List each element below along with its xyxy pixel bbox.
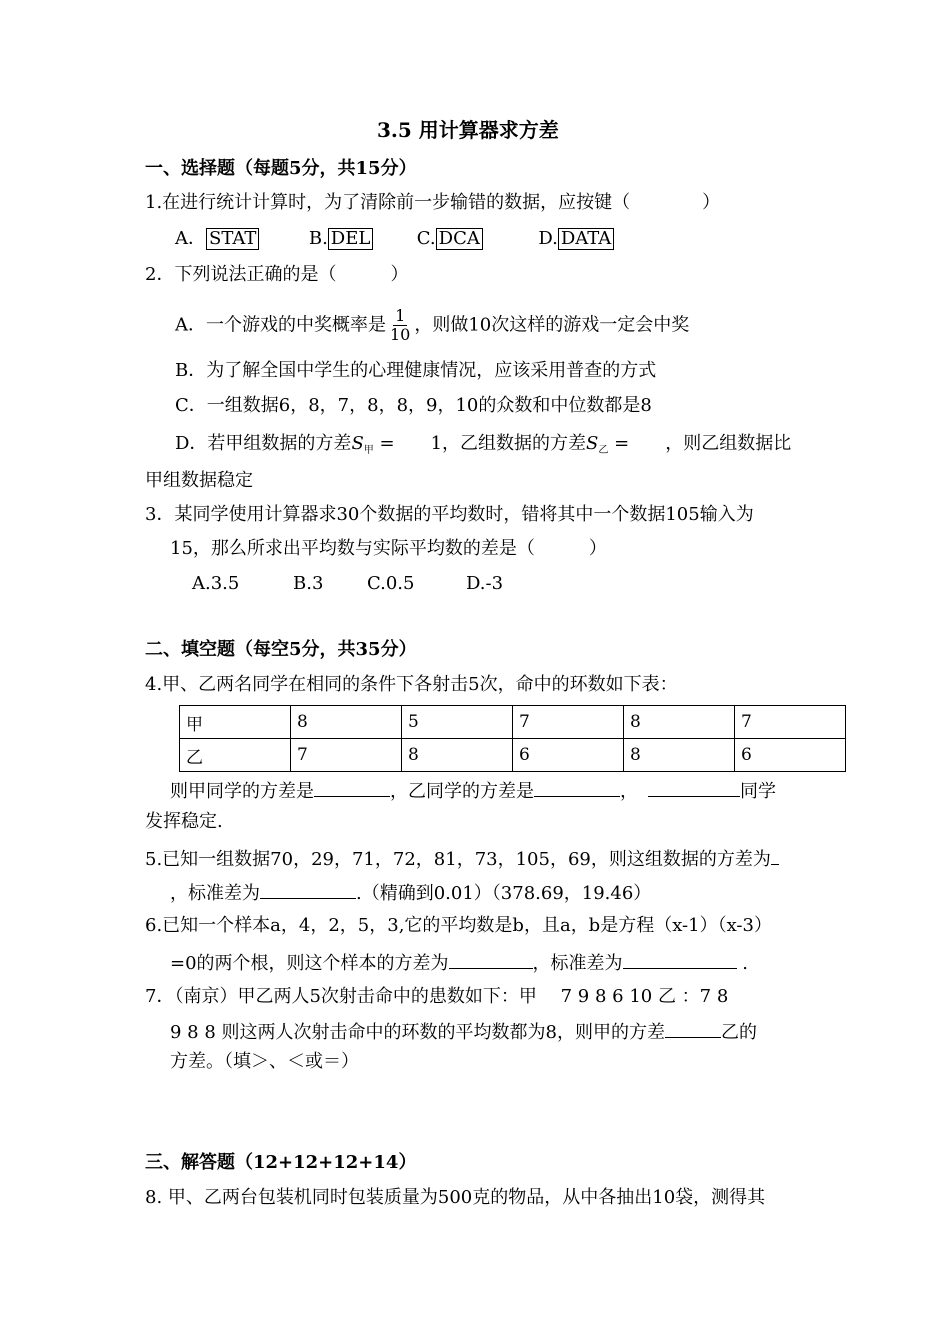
- fraction-numerator: 1: [395, 306, 406, 325]
- q5-text-c: .（精确到0.01）（378.69，19.46）: [356, 883, 652, 904]
- table-cell: 乙: [180, 739, 291, 772]
- option-c-label: C.: [416, 228, 436, 249]
- question-2-option-d: [175, 432, 791, 459]
- answer-blank-stable-student[interactable]: [648, 776, 740, 797]
- table-row: [180, 706, 846, 739]
- q6-text-b: ，标准差为: [532, 953, 623, 974]
- question-3-option-a: A.3.5: [192, 573, 240, 594]
- answer-blank-q6-variance[interactable]: [449, 948, 533, 969]
- question-3-line-1: 3．某同学使用计算器求30个数据的平均数时，错将其中一个数据105输入为: [145, 504, 754, 525]
- question-2-option-d-cont: 甲组数据稳定: [145, 470, 253, 491]
- q4-text-b: ，乙同学的方差是: [390, 781, 534, 802]
- question-3-line-2: 15，那么所求出平均数与实际平均数的差是（ ）: [170, 538, 607, 559]
- answer-blank-q7-compare[interactable]: [665, 1017, 721, 1038]
- question-3-option-d: D.-3: [466, 573, 504, 594]
- option-a-text-end: ，则做10次这样的游戏一定会中奖: [414, 314, 690, 336]
- question-3-option-b: B.3: [293, 573, 324, 594]
- table-cell: 8: [291, 706, 402, 739]
- del-key-box: DEL: [328, 228, 374, 250]
- option-a-text: A．一个游戏的中奖概率是: [175, 314, 386, 336]
- question-1-options: [175, 227, 614, 251]
- q5-text-b: ，标准差为: [170, 883, 260, 904]
- shooting-scores-table: [179, 705, 846, 772]
- dca-key-box: DCA: [436, 228, 483, 250]
- option-d-text: D．若甲组数据的方差: [175, 433, 352, 454]
- fraction-denominator: 10: [390, 325, 411, 344]
- question-2-stem: 2．下列说法正确的是（ ）: [145, 264, 409, 285]
- q5-text: 5.已知一组数据70，29，71，72，81，73，105，69，则这组数据的方差为: [145, 849, 771, 870]
- question-8-line-1: 8. 甲、乙两台包装机同时包装质量为500克的物品，从中各抽出10袋，测得其: [145, 1187, 766, 1208]
- option-a-label: A．: [175, 228, 206, 249]
- table-cell: 7: [513, 706, 624, 739]
- option-d-label: D.: [538, 228, 558, 249]
- q6-text-a: =0的两个根，则这个样本的方差为: [170, 953, 449, 974]
- question-4-stem: 4.甲、乙两名同学在相同的条件下各射击5次，命中的环数如下表：: [145, 674, 678, 695]
- option-b-label: B.: [308, 228, 328, 249]
- answer-blank-yi-variance[interactable]: [534, 776, 620, 797]
- q4-text-c: ，: [620, 781, 638, 802]
- question-2-option-b: B．为了解全国中学生的心理健康情况，应该采用普查的方式: [175, 360, 657, 381]
- table-cell: 8: [624, 706, 735, 739]
- table-cell: 甲: [180, 706, 291, 739]
- section-heading-2: 二、填空题（每空5分，共35分）: [145, 639, 417, 660]
- answer-blank-q5-stddev[interactable]: [260, 878, 356, 899]
- question-4-answer-line: [170, 776, 776, 804]
- answer-blank-jia-variance[interactable]: [314, 776, 390, 797]
- table-cell: 8: [402, 739, 513, 772]
- subscript-yi: 乙: [598, 445, 609, 456]
- q7-text-a: 9 8 8 则这两人次射击命中的环数的平均数都为8，则甲的方差: [170, 1022, 665, 1043]
- question-2-option-a: [175, 307, 689, 344]
- page-title: 3.5 用计算器求方差: [377, 118, 559, 142]
- section-heading-3: 三、解答题（12+12+12+14）: [145, 1152, 417, 1173]
- question-3-option-c: C.0.5: [367, 573, 415, 594]
- question-2-option-c: C．一组数据6，8，7，8，8，9，10的众数和中位数都是8: [175, 395, 652, 416]
- question-7-line-2: [170, 1017, 757, 1045]
- section-heading-1: 一、选择题（每题5分，共15分）: [145, 158, 417, 179]
- question-7-line-3: 方差。（填＞、＜或＝）: [170, 1051, 359, 1072]
- variance-symbol-jia: S: [351, 433, 364, 454]
- table-cell: 8: [624, 739, 735, 772]
- question-6-line-1: 6.已知一个样本a，4，2，5，3,它的平均数是b，且a，b是方程（x-1）（x-3）: [145, 915, 772, 936]
- q6-text-c: .: [736, 953, 748, 974]
- table-cell: 7: [291, 739, 402, 772]
- option-d-end: = ，则乙组数据比: [608, 433, 792, 454]
- q4-text-d: 同学: [740, 781, 776, 802]
- question-7-line-1: 7．（南京）甲乙两人5次射击命中的患数如下：甲 7 9 8 6 10 乙 ：7 8: [145, 986, 729, 1007]
- fraction-one-tenth: [388, 307, 412, 344]
- subscript-jia: 甲: [363, 445, 374, 456]
- table-row: [180, 739, 846, 772]
- question-5-line-2: [170, 878, 651, 906]
- table-cell: 6: [513, 739, 624, 772]
- data-key-box: DATA: [558, 228, 614, 250]
- variance-symbol-yi: S: [586, 433, 599, 454]
- table-cell: 5: [402, 706, 513, 739]
- question-1-stem: 1.在进行统计计算时，为了清除前一步输错的数据，应按键（ ）: [145, 192, 721, 213]
- q7-text-b: 乙的: [720, 1022, 757, 1043]
- question-4-answer-line-2: 发挥稳定.: [145, 811, 223, 832]
- table-cell: 7: [735, 706, 846, 739]
- q4-text-a: 则甲同学的方差是: [170, 781, 314, 802]
- answer-blank-q5-variance[interactable]: [771, 844, 779, 865]
- answer-blank-q6-stddev[interactable]: [623, 948, 737, 969]
- stat-key-box: STAT: [206, 228, 259, 250]
- table-cell: 6: [735, 739, 846, 772]
- option-d-mid: = 1，乙组数据的方差: [373, 433, 587, 454]
- question-5-line-1: [145, 844, 779, 872]
- question-6-line-2: [170, 948, 748, 976]
